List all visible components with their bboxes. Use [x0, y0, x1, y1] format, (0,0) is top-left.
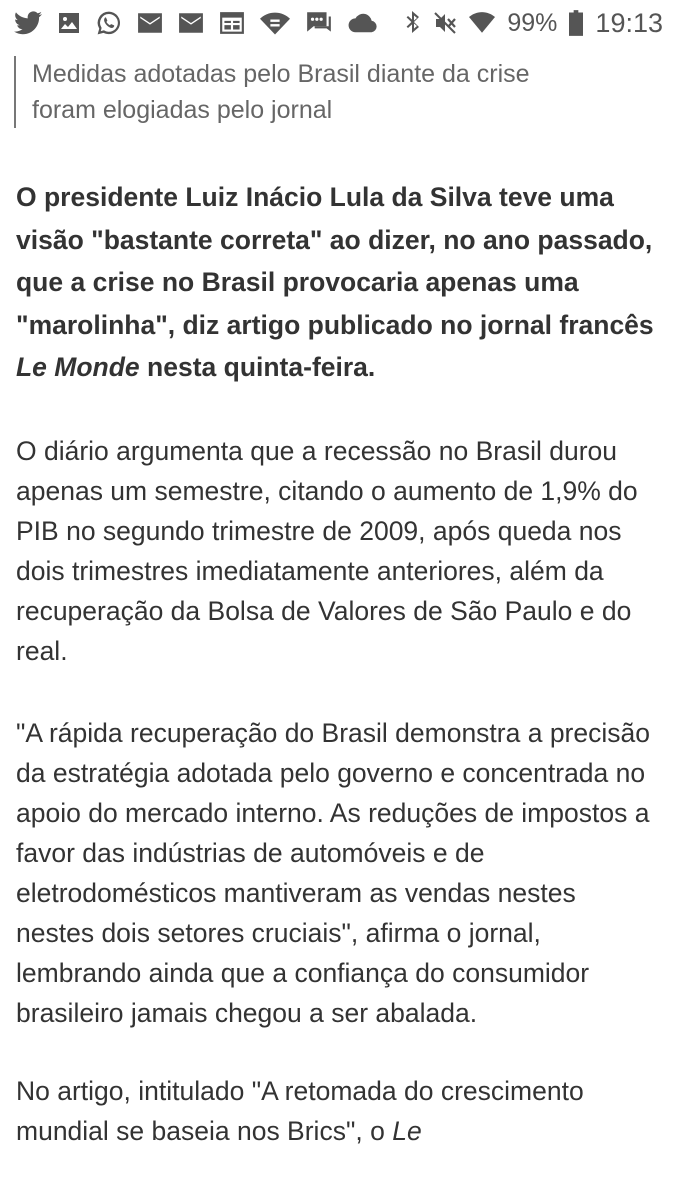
caption-line: foram elogiadas pelo jornal: [32, 96, 333, 124]
bluetooth-icon: [405, 11, 421, 35]
mail-icon: [137, 12, 163, 34]
mail-icon: [178, 12, 204, 34]
chat-icon: [305, 10, 333, 36]
status-bar: [0, 0, 675, 46]
battery-icon: [569, 10, 583, 36]
article-paragraph: "A rápida recuperação do Brasil demonstra a precisão da estratégia adotada pelo governo e concentrada no apoio do mercado interno. As reduções de impostos a favor das indústrias de automóveis e de eletrodomésticos mantiveram as vendas nestes nestes dois setores cruciais", afirma o jornal, lembrando ainda que a confiança do consumidor brasileiro jamais chegou a ser abalada.: [16, 717, 650, 1028]
clock: 19:13: [595, 7, 663, 38]
newspaper-name: Le Monde: [16, 352, 140, 382]
battery-percent: 99%: [507, 8, 558, 37]
system-icons: [405, 8, 663, 39]
caption-line: Medidas adotadas pelo Brasil diante da crise: [32, 60, 530, 88]
lead-text-end: nesta quinta-feira.: [147, 352, 376, 382]
image-icon: [57, 11, 81, 35]
whatsapp-icon: [96, 10, 122, 36]
calendar-icon: [219, 11, 245, 35]
notification-icons: [14, 10, 378, 36]
image-caption: [14, 56, 654, 128]
article-body: [16, 176, 661, 1151]
lead-text: O presidente Luiz Inácio Lula da Silva teve uma visão "bastante correta" ao dizer, no ano passado, que a crise no Brasil provocaria apenas uma "marolinha", diz artigo publicado no jornal francês: [16, 182, 654, 340]
paragraph-text: No artigo, intitulado "A retomada do crescimento mundial se baseia nos Brics", o: [16, 1075, 584, 1146]
cloud-icon: [348, 12, 378, 34]
twitter-icon: [14, 11, 42, 35]
mute-icon: [433, 11, 457, 35]
vpn-icon: [260, 10, 290, 36]
lead-paragraph: [16, 176, 661, 389]
article-paragraph: O diário argumenta que a recessão no Brasil durou apenas um semestre, citando o aumento de 1,9% do PIB no segundo trimestre de 2009, após queda nos dois trimestres imediatamente anteriores, além da recuperação da Bolsa de Valores de São Paulo e do real.: [16, 435, 638, 666]
newspaper-name: Le: [392, 1115, 422, 1146]
wifi-icon: [469, 12, 495, 34]
article-paragraph: [16, 1071, 661, 1151]
